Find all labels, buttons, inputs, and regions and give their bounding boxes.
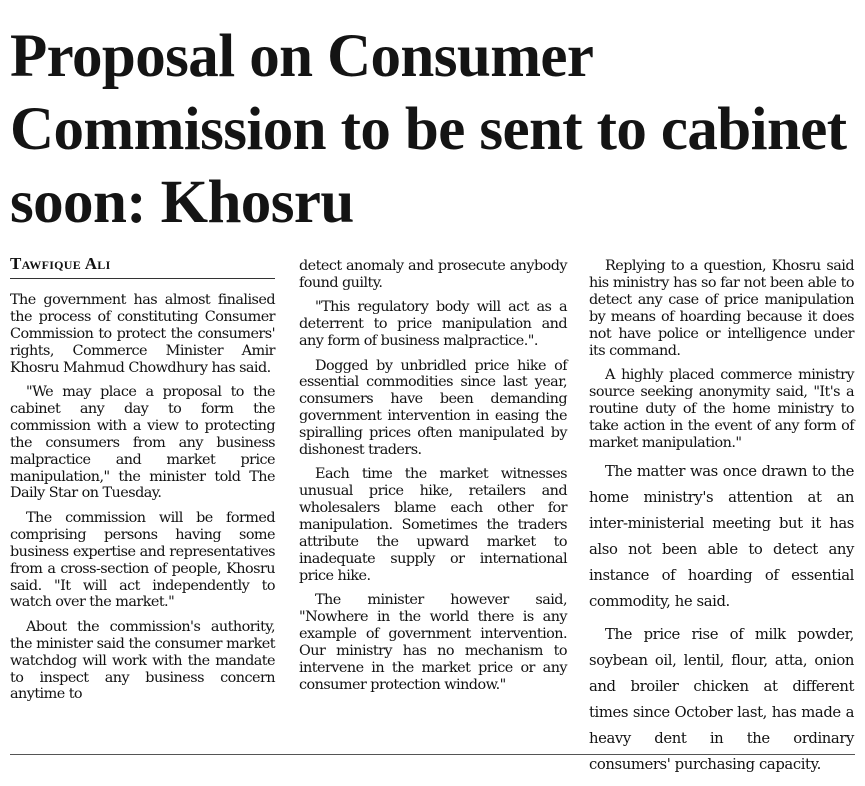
paragraph: detect anomaly and prosecute anybody found guilty. — [299, 258, 567, 291]
article-column-3 — [589, 258, 854, 786]
paragraph: About the commission's authority, the minister said the consumer market watchdog will work with the mandate to inspect any business concern anytime to — [10, 618, 275, 703]
paragraph: Each time the market witnesses unusual price hike, retailers and wholesalers blame each other for manipulation. Sometimes the traders attribute the upward market to inadequate supply or international price hike. — [299, 466, 567, 584]
paragraph: Replying to a question, Khosru said his ministry has so far not been able to detect any case of price manipulation by means of hoarding because it does not have police or intelligence under its command. — [589, 258, 854, 359]
paragraph: The price rise of milk powder, soybean oil, lentil, flour, atta, onion and broiler chicken at different times since October last, has made a heavy dent in the ordinary consumers' purchasing capacity. — [589, 626, 854, 774]
byline-divider — [10, 278, 275, 279]
paragraph: Dogged by unbridled price hike of essential commodities since last year, consumers have been demanding government intervention in easing the spiralling prices often manipulated by dishonest traders. — [299, 357, 567, 459]
paragraph: The matter was once drawn to the home ministry's attention at an inter-ministerial meeting but it has also not been able to detect any instance of hoarding of essential commodity, he said. — [589, 462, 854, 610]
paragraph: The minister however said, "Nowhere in the world there is any example of government intervention. Our ministry has no mechanism to intervene in the market price or any consumer protection window." — [299, 592, 567, 693]
headline: Proposal on Consumer Commission to be sent to cabinet soon: Khosru — [10, 23, 847, 236]
paragraph: The government has almost finalised the process of constituting Consumer Commission to protect the consumers' rights, Commerce Minister Amir Khosru Mahmud Chowdhury has said. — [10, 292, 275, 376]
article-column-1 — [10, 292, 275, 711]
paragraph: A highly placed commerce ministry source seeking anonymity said, "It's a routine duty of the home ministry to take action in the event of any form of market manipulation." — [589, 366, 854, 451]
paragraph: "This regulatory body will act as a deterrent to price manipulation and any form of business malpractice.". — [299, 299, 567, 350]
paragraph: The commission will be formed comprising persons having some business expertise and representatives from a cross-section of people, Khosru said. "It will act independently to watch over the market." — [10, 509, 275, 611]
bottom-divider — [10, 754, 855, 755]
article-column-2 — [299, 258, 567, 701]
paragraph: "We may place a proposal to the cabinet any day to form the commission with a view to protecting the consumers from any business malpractice and market price manipulation," the minister told The Daily Star on Tuesday. — [10, 384, 275, 502]
byline: Tawfique Ali — [10, 254, 111, 273]
